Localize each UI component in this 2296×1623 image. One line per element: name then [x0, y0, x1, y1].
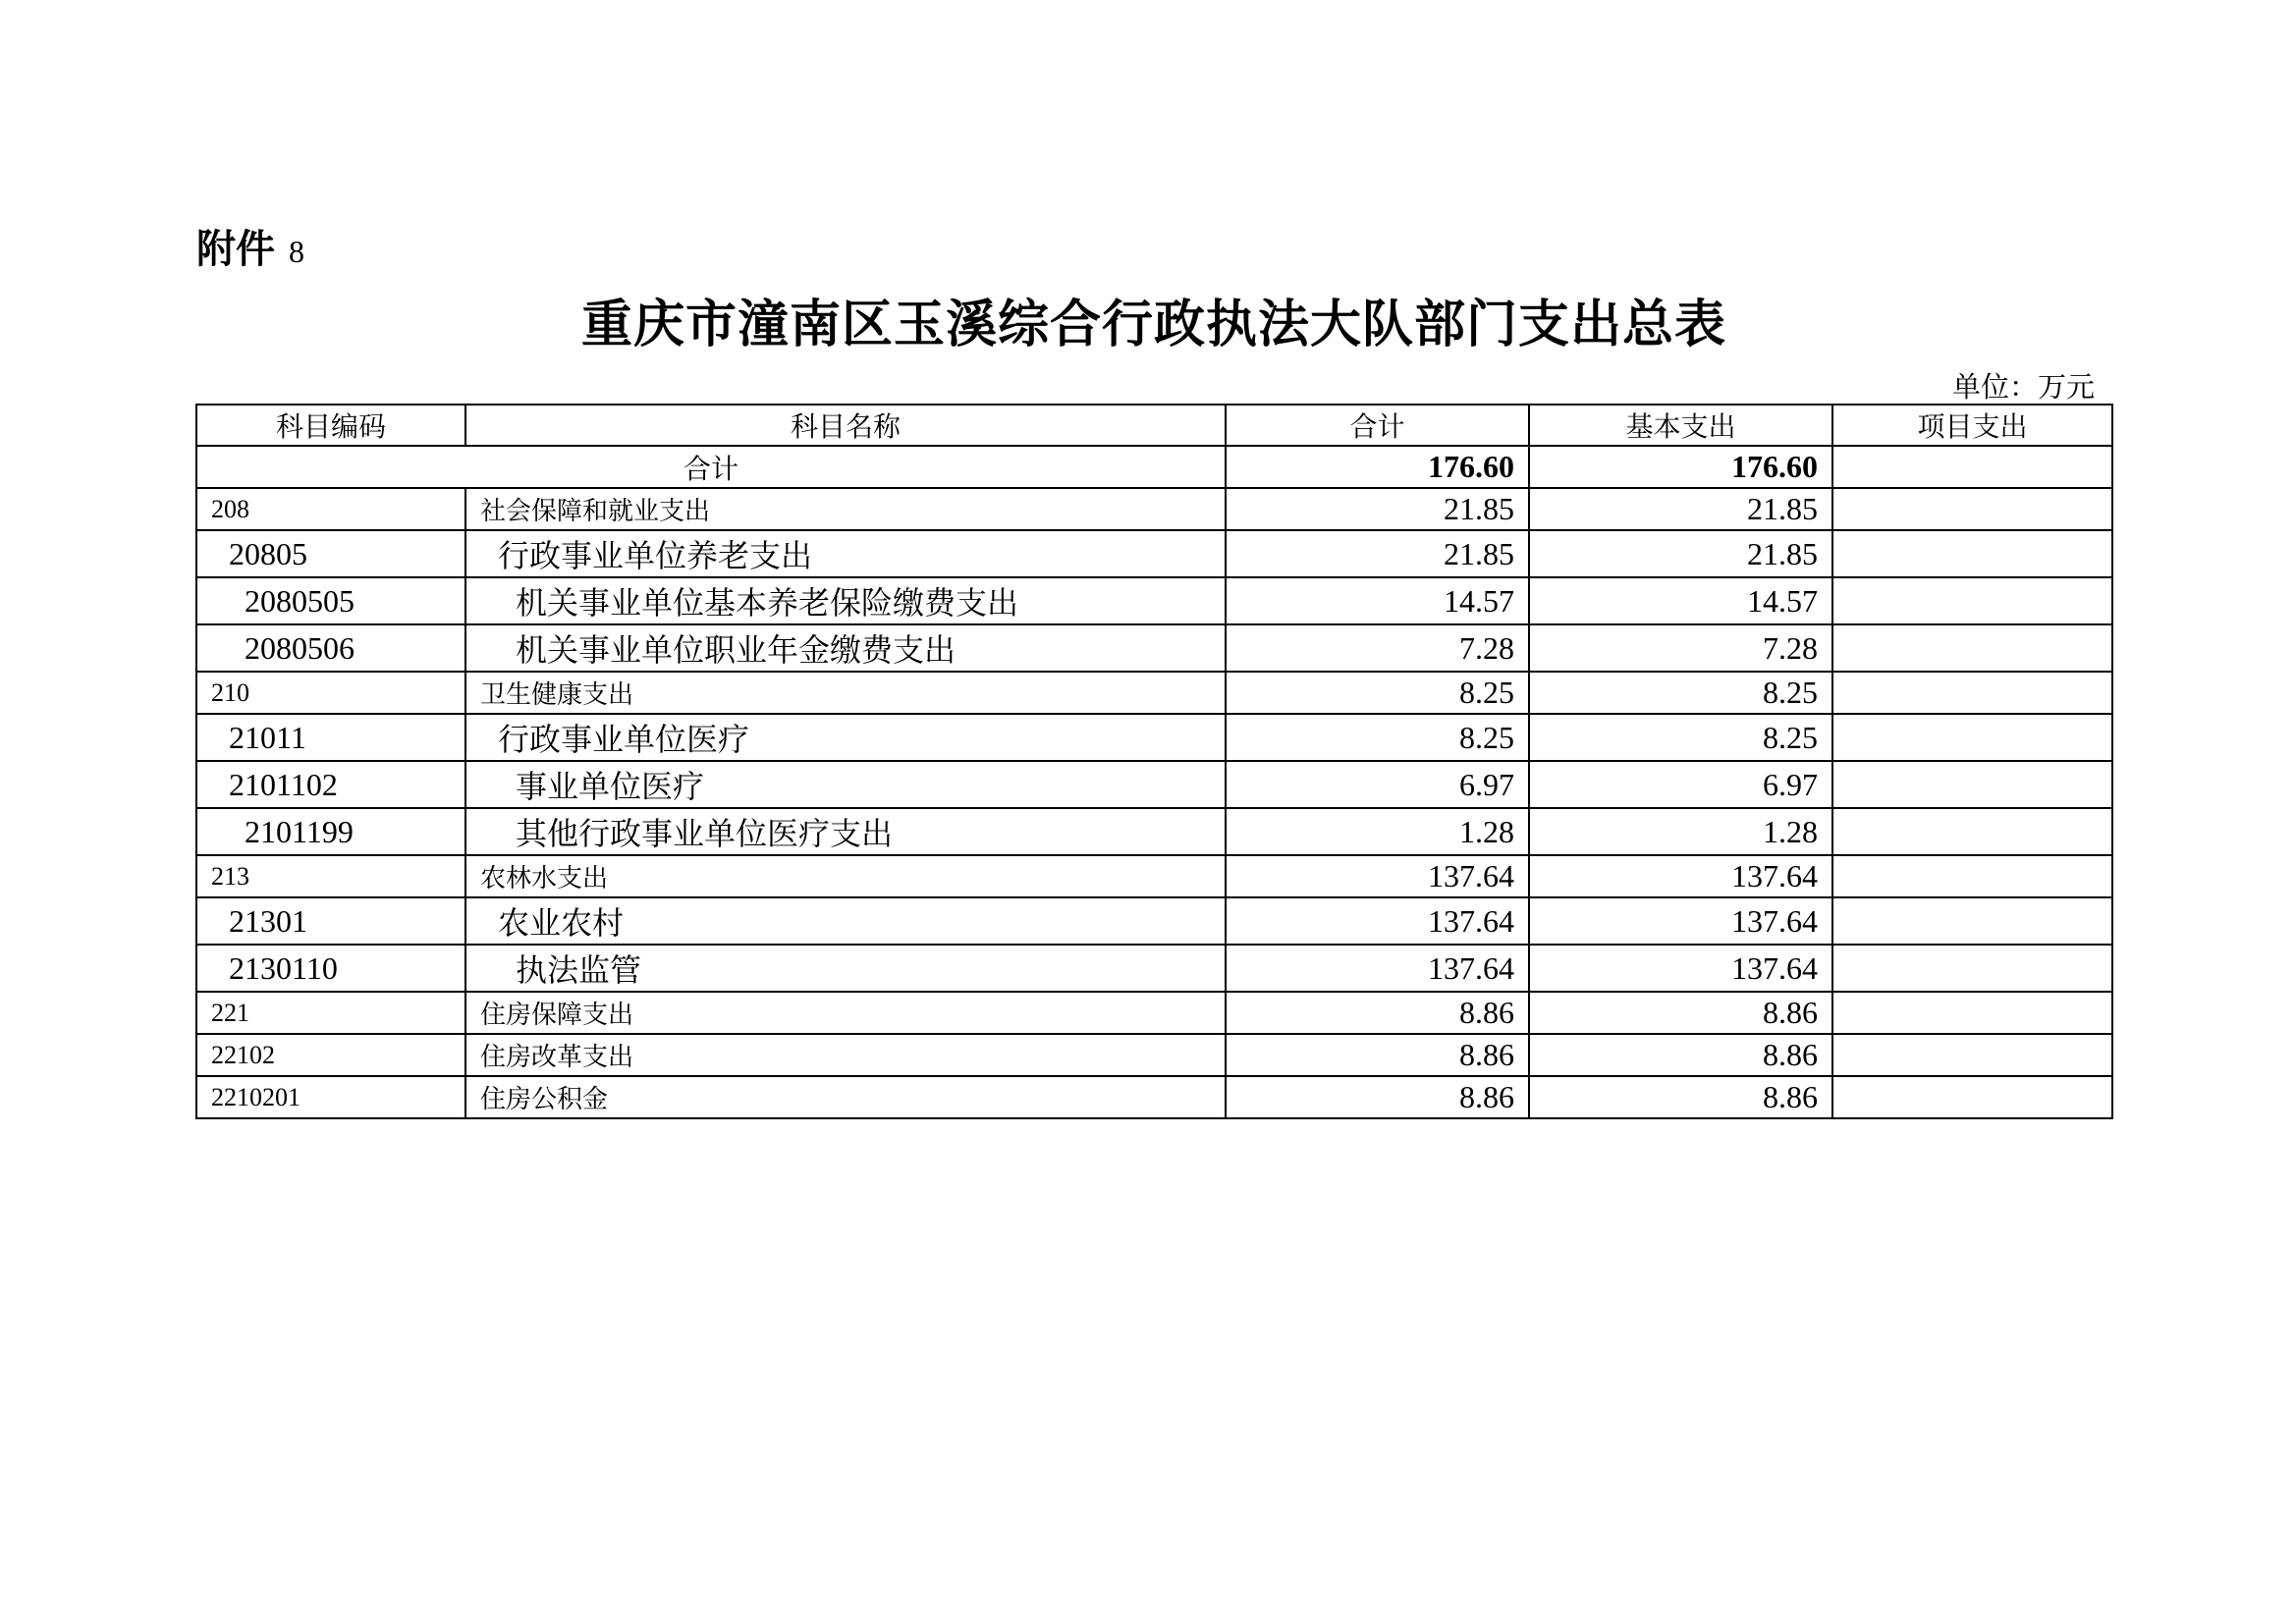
total-total: 176.60 — [1226, 446, 1529, 488]
row-project — [1832, 624, 2112, 672]
row-name: 社会保障和就业支出 — [465, 488, 1226, 530]
row-name: 住房公积金 — [465, 1076, 1226, 1118]
table-row — [196, 577, 2112, 624]
row-name: 住房保障支出 — [465, 992, 1226, 1034]
row-code: 22102 — [196, 1034, 465, 1076]
total-project — [1832, 446, 2112, 488]
row-total: 14.57 — [1226, 577, 1529, 624]
row-project — [1832, 530, 2112, 577]
row-project — [1832, 1034, 2112, 1076]
page-title: 重庆市潼南区玉溪综合行政执法大队部门支出总表 — [580, 295, 1726, 354]
row-code: 208 — [196, 488, 465, 530]
table-row — [196, 855, 2112, 897]
header-total: 合计 — [1226, 405, 1529, 446]
row-project — [1832, 1076, 2112, 1118]
row-basic: 8.25 — [1529, 714, 1832, 761]
row-basic: 7.28 — [1529, 624, 1832, 672]
row-total: 137.64 — [1226, 897, 1529, 945]
row-name: 行政事业单位养老支出 — [465, 530, 1226, 577]
table-row — [196, 488, 2112, 530]
row-basic: 14.57 — [1529, 577, 1832, 624]
row-project — [1832, 992, 2112, 1034]
header-name: 科目名称 — [465, 405, 1226, 446]
header-code: 科目编码 — [196, 405, 465, 446]
row-project — [1832, 488, 2112, 530]
attachment-number: 8 — [288, 234, 304, 269]
row-basic: 8.25 — [1529, 672, 1832, 714]
row-name: 行政事业单位医疗 — [465, 714, 1226, 761]
total-row — [196, 446, 2112, 488]
row-name: 卫生健康支出 — [465, 672, 1226, 714]
row-total: 21.85 — [1226, 530, 1529, 577]
row-code: 221 — [196, 992, 465, 1034]
unit-label: 单位：万元 — [1951, 370, 2095, 404]
total-label: 合计 — [196, 446, 1226, 488]
row-total: 7.28 — [1226, 624, 1529, 672]
row-code: 21011 — [196, 714, 465, 761]
row-basic: 137.64 — [1529, 897, 1832, 945]
row-total: 8.86 — [1226, 992, 1529, 1034]
row-code: 2130110 — [196, 945, 465, 992]
row-code: 210 — [196, 672, 465, 714]
row-code: 2101102 — [196, 761, 465, 808]
row-code: 2080506 — [196, 624, 465, 672]
row-total: 8.86 — [1226, 1076, 1529, 1118]
row-code: 20805 — [196, 530, 465, 577]
row-code: 213 — [196, 855, 465, 897]
table-row — [196, 945, 2112, 992]
table-row — [196, 761, 2112, 808]
row-code: 2080505 — [196, 577, 465, 624]
row-basic: 1.28 — [1529, 808, 1832, 855]
table-row — [196, 530, 2112, 577]
table-row — [196, 897, 2112, 945]
row-name: 其他行政事业单位医疗支出 — [465, 808, 1226, 855]
row-total: 137.64 — [1226, 945, 1529, 992]
attachment-text: 附件 — [196, 227, 275, 272]
row-name: 农林水支出 — [465, 855, 1226, 897]
table-row — [196, 714, 2112, 761]
row-basic: 8.86 — [1529, 1034, 1832, 1076]
row-code: 2101199 — [196, 808, 465, 855]
row-project — [1832, 855, 2112, 897]
row-name: 农业农村 — [465, 897, 1226, 945]
row-basic: 21.85 — [1529, 530, 1832, 577]
row-name: 机关事业单位职业年金缴费支出 — [465, 624, 1226, 672]
row-project — [1832, 714, 2112, 761]
row-total: 137.64 — [1226, 855, 1529, 897]
row-total: 8.25 — [1226, 714, 1529, 761]
row-project — [1832, 672, 2112, 714]
header-project: 项目支出 — [1832, 405, 2112, 446]
row-basic: 6.97 — [1529, 761, 1832, 808]
row-name: 住房改革支出 — [465, 1034, 1226, 1076]
attachment-label — [196, 218, 304, 274]
row-code: 2210201 — [196, 1076, 465, 1118]
row-project — [1832, 761, 2112, 808]
row-basic: 137.64 — [1529, 855, 1832, 897]
row-total: 6.97 — [1226, 761, 1529, 808]
expenditure-table — [195, 404, 2113, 1119]
table-row — [196, 808, 2112, 855]
table-header-row — [196, 405, 2112, 446]
total-basic: 176.60 — [1529, 446, 1832, 488]
table-row — [196, 1034, 2112, 1076]
row-project — [1832, 897, 2112, 945]
row-basic: 137.64 — [1529, 945, 1832, 992]
row-basic: 8.86 — [1529, 1076, 1832, 1118]
row-project — [1832, 945, 2112, 992]
table-row — [196, 1076, 2112, 1118]
row-name: 执法监管 — [465, 945, 1226, 992]
row-name: 事业单位医疗 — [465, 761, 1226, 808]
row-total: 8.86 — [1226, 1034, 1529, 1076]
table-row — [196, 624, 2112, 672]
row-project — [1832, 808, 2112, 855]
row-basic: 8.86 — [1529, 992, 1832, 1034]
row-project — [1832, 577, 2112, 624]
row-total: 1.28 — [1226, 808, 1529, 855]
header-basic: 基本支出 — [1529, 405, 1832, 446]
row-basic: 21.85 — [1529, 488, 1832, 530]
row-total: 21.85 — [1226, 488, 1529, 530]
table-row — [196, 992, 2112, 1034]
row-name: 机关事业单位基本养老保险缴费支出 — [465, 577, 1226, 624]
table-row — [196, 672, 2112, 714]
row-code: 21301 — [196, 897, 465, 945]
row-total: 8.25 — [1226, 672, 1529, 714]
